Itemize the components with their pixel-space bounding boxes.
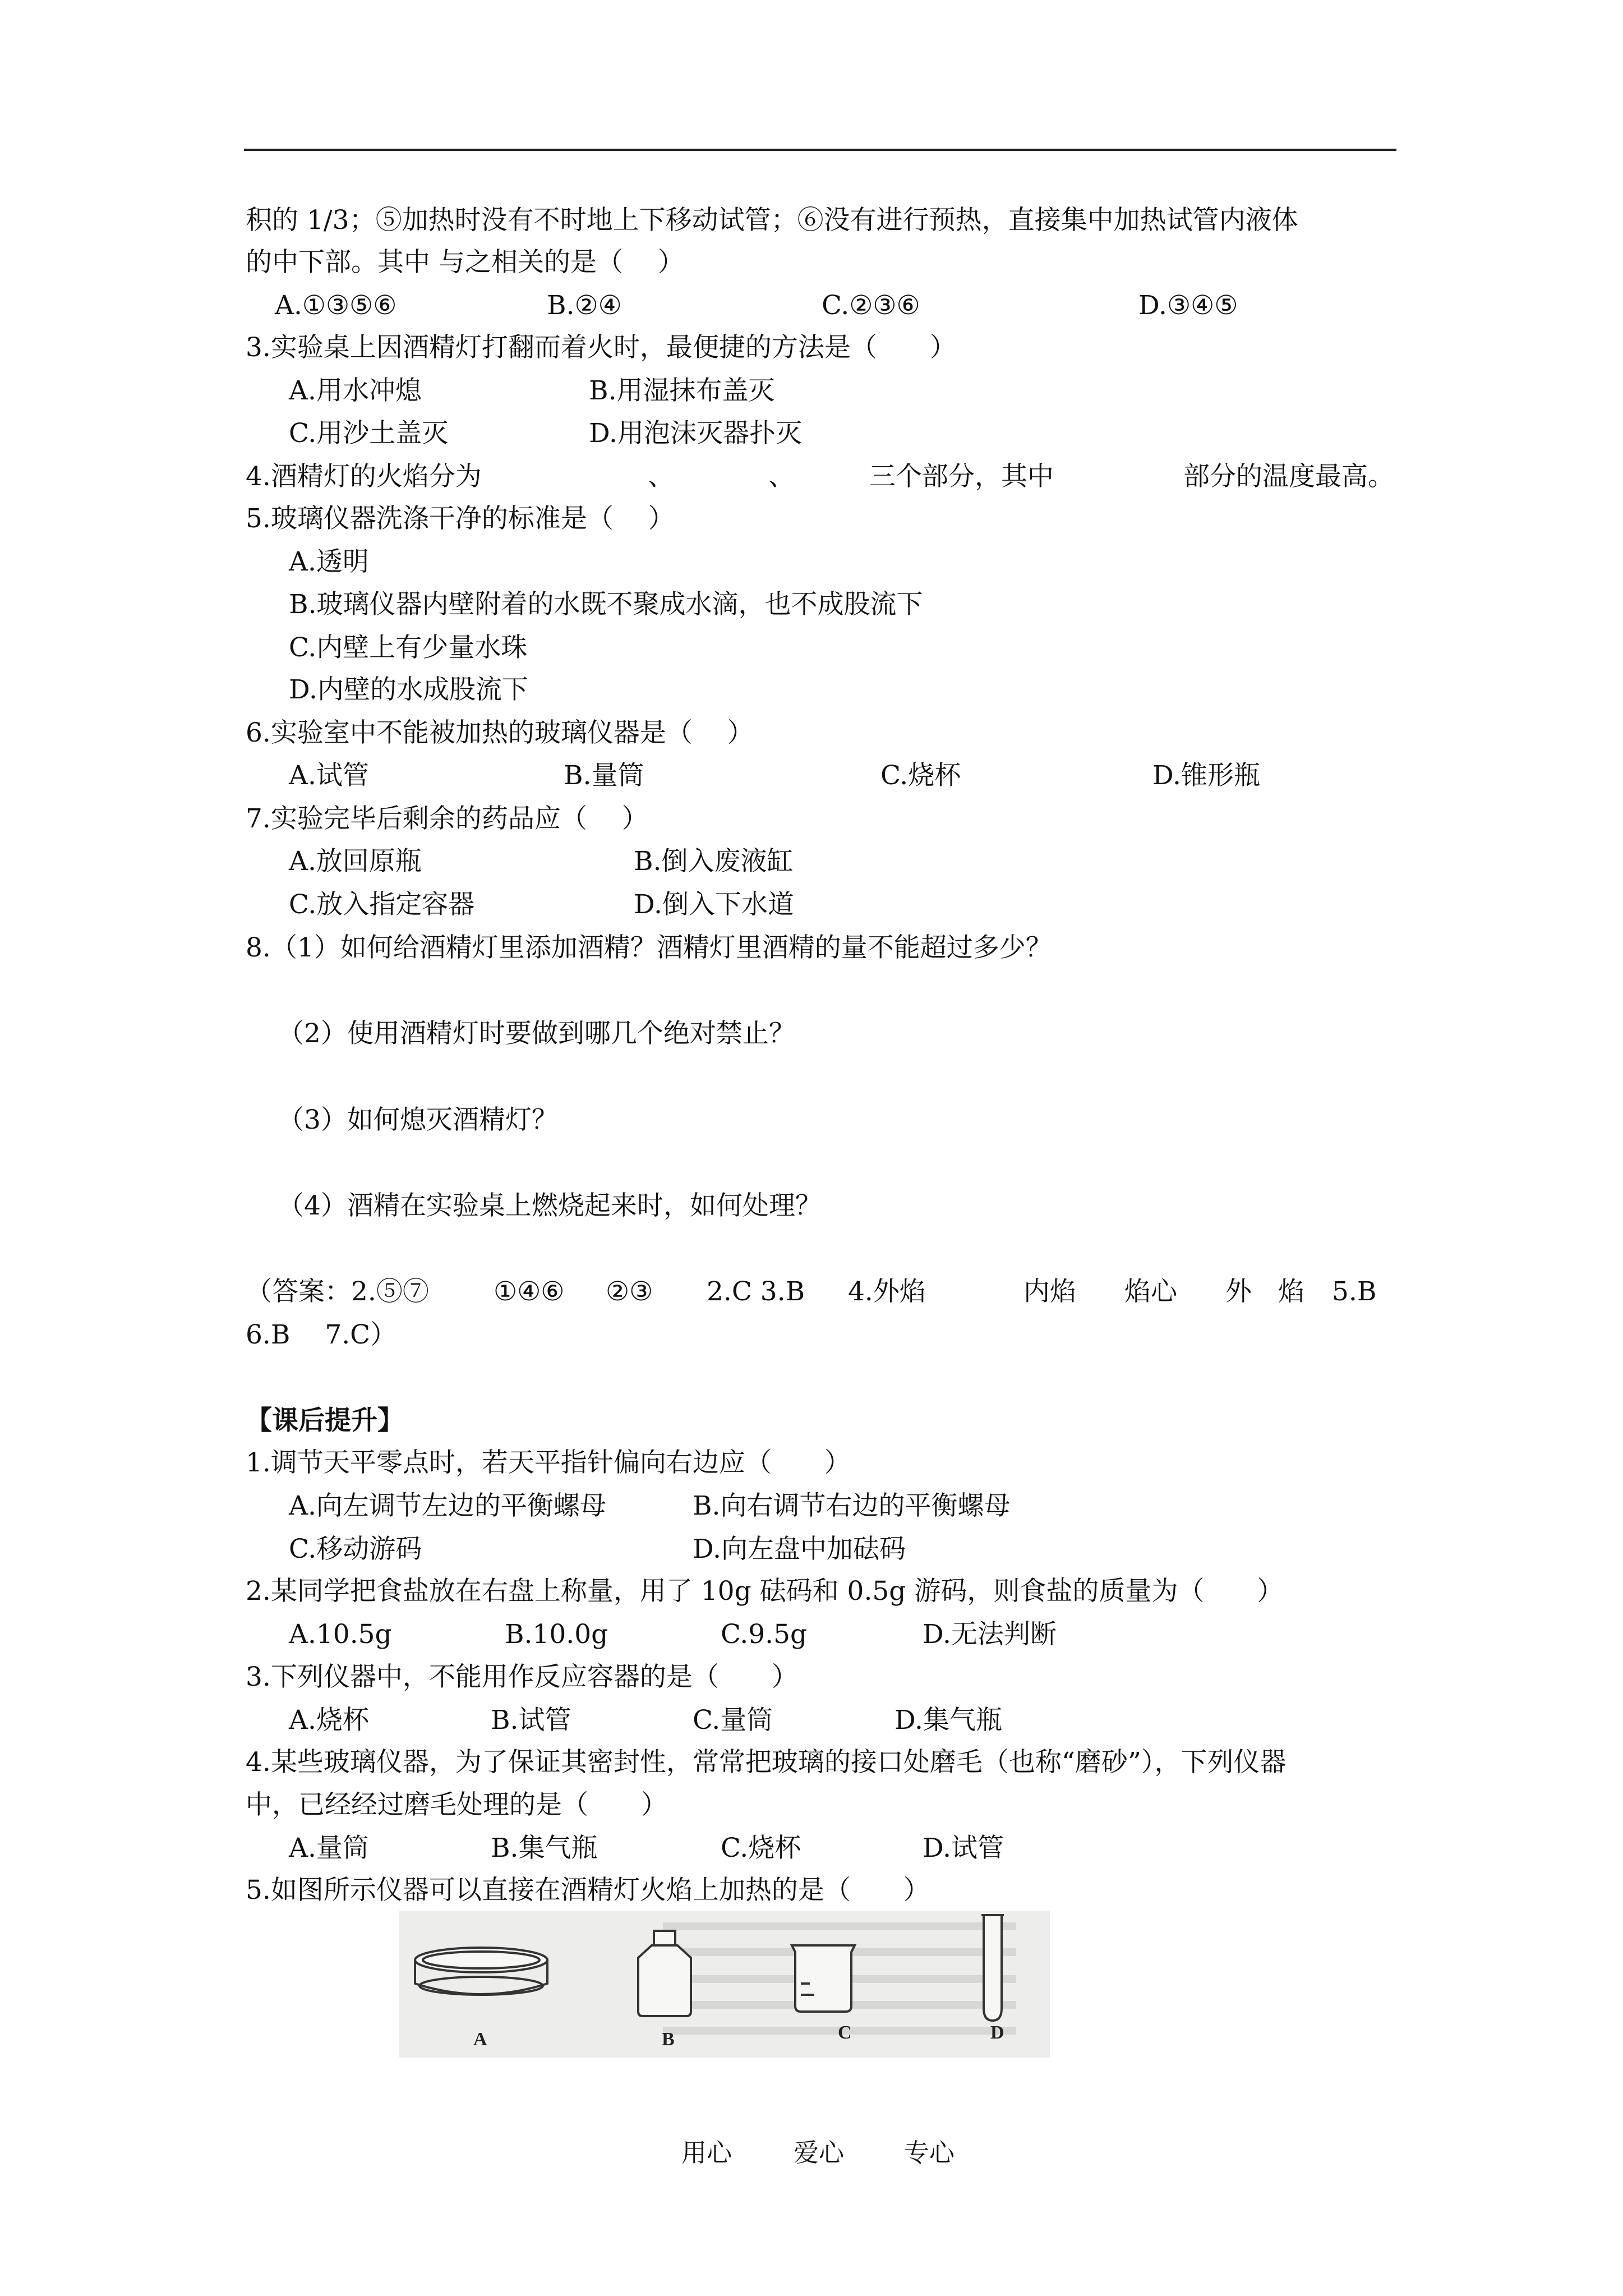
option: A.烧杯 bbox=[289, 1705, 369, 1736]
answer-part: 内焰 bbox=[1023, 1276, 1076, 1307]
fill-text: 三个部分，其中 bbox=[869, 461, 1054, 492]
option: D.③④⑤ bbox=[1138, 290, 1238, 321]
option: C.移动游码 bbox=[289, 1534, 422, 1565]
figure-label-d: D bbox=[990, 2022, 1004, 2043]
option: B.倒入废液缸 bbox=[634, 846, 794, 877]
option: A.①③⑤⑥ bbox=[275, 290, 397, 321]
option: D.用泡沫灭器扑灭 bbox=[589, 418, 802, 449]
question-5: 5.玻璃仪器洗涤干净的标准是（ ） bbox=[246, 503, 675, 534]
option: B.用湿抹布盖灭 bbox=[589, 375, 775, 406]
option: C.烧杯 bbox=[880, 760, 961, 791]
option: D.无法判断 bbox=[923, 1619, 1057, 1650]
footer-text: 用心 bbox=[681, 2138, 732, 2168]
option: B.集气瓶 bbox=[491, 1833, 598, 1864]
figure-label-c: C bbox=[838, 2022, 852, 2043]
figure-label-b: B bbox=[662, 2029, 675, 2050]
fill-text: 部分的温度最高。 bbox=[1183, 461, 1394, 492]
option: B.量筒 bbox=[564, 760, 644, 791]
question-p3: 3.下列仪器中，不能用作反应容器的是（ ） bbox=[246, 1662, 798, 1692]
answer-part: 外 焰 bbox=[1225, 1276, 1304, 1307]
section-heading: 【课后提升】 bbox=[246, 1405, 404, 1436]
question-p4: 中，已经经过磨毛处理的是（ ） bbox=[246, 1789, 667, 1820]
text-line: 积的 1/3；⑤加热时没有不时地上下移动试管；⑥没有进行预热，直接集中加热试管内液体 bbox=[246, 205, 1298, 236]
header-rule bbox=[244, 149, 1396, 151]
answer-part: 5.B bbox=[1332, 1276, 1377, 1307]
option: C.用沙土盖灭 bbox=[289, 418, 449, 449]
answer-part: ②③ bbox=[606, 1276, 653, 1307]
beaker-icon bbox=[792, 1945, 855, 2012]
option: A.量筒 bbox=[289, 1833, 369, 1864]
question-p1: 1.调节天平零点时，若天平指针偏向右边应（ ） bbox=[246, 1447, 851, 1478]
option: B.向右调节右边的平衡螺母 bbox=[693, 1490, 1011, 1521]
fill-text: 、 bbox=[648, 461, 674, 492]
bottle-icon bbox=[638, 1931, 691, 2016]
question-7: 7.实验完毕后剩余的药品应（ ） bbox=[246, 803, 648, 834]
question-3: 3.实验桌上因酒精灯打翻而着火时，最便捷的方法是（ ） bbox=[246, 332, 956, 363]
test-tube-icon bbox=[981, 1915, 1004, 2021]
question-4: 4.酒精灯的火焰分为 bbox=[246, 461, 482, 492]
answer-part: 焰心 bbox=[1124, 1276, 1177, 1307]
footer-text: 专心 bbox=[904, 2138, 955, 2168]
footer-text: 爱心 bbox=[794, 2138, 845, 2168]
question-8-part: （2）使用酒精灯时要做到哪几个绝对禁止？ bbox=[278, 1018, 795, 1049]
question-p5: 5.如图所示仪器可以直接在酒精灯火焰上加热的是（ ） bbox=[246, 1875, 930, 1906]
option: D.向左盘中加砝码 bbox=[693, 1534, 906, 1565]
answer-line: 6.B 7.C） bbox=[246, 1319, 397, 1350]
answer-line: （答案：2.⑤⑦ bbox=[246, 1276, 429, 1307]
option: C.量筒 bbox=[693, 1705, 773, 1736]
figure-label-a: A bbox=[473, 2029, 487, 2050]
option: B.10.0g bbox=[505, 1619, 608, 1650]
option: A.放回原瓶 bbox=[289, 846, 422, 877]
option: D.内壁的水成股流下 bbox=[289, 674, 528, 705]
question-8: 8.（1）如何给酒精灯里添加酒精？酒精灯里酒精的量不能超过多少？ bbox=[246, 932, 1052, 963]
option: C.②③⑥ bbox=[822, 290, 920, 321]
instruments-figure bbox=[399, 1911, 1050, 2058]
option: D.倒入下水道 bbox=[634, 889, 794, 920]
petri-dish-icon bbox=[415, 1948, 547, 1995]
option: A.透明 bbox=[289, 546, 369, 577]
option: A.用水冲熄 bbox=[289, 375, 422, 406]
option: A.10.5g bbox=[289, 1619, 392, 1650]
answer-part: 2.C 3.B bbox=[707, 1276, 805, 1307]
answer-part: 4.外焰 bbox=[848, 1276, 926, 1307]
text-line: 的中下部。其中 与之相关的是（ ） bbox=[246, 247, 684, 278]
question-6: 6.实验室中不能被加热的玻璃仪器是（ ） bbox=[246, 717, 754, 748]
option: D.集气瓶 bbox=[895, 1705, 1002, 1736]
option: B.试管 bbox=[491, 1705, 571, 1736]
option: A.向左调节左边的平衡螺母 bbox=[289, 1490, 606, 1521]
fill-text: 、 bbox=[768, 461, 795, 492]
option: B.玻璃仪器内壁附着的水既不聚成水滴，也不成股流下 bbox=[289, 589, 923, 620]
option: D.试管 bbox=[923, 1833, 1004, 1864]
question-8-part: （4）酒精在实验桌上燃烧起来时，如何处理？ bbox=[278, 1190, 822, 1221]
option: C.放入指定容器 bbox=[289, 889, 475, 920]
option: C.烧杯 bbox=[721, 1833, 801, 1864]
question-8-part: （3）如何熄灭酒精灯？ bbox=[278, 1105, 558, 1135]
option: D.锥形瓶 bbox=[1152, 760, 1260, 791]
option: A.试管 bbox=[289, 760, 369, 791]
question-p4: 4.某些玻璃仪器，为了保证其密封性，常常把玻璃的接口处磨毛（也称“磨砂”），下列仪器 bbox=[246, 1747, 1287, 1778]
question-p2: 2.某同学把食盐放在右盘上称量，用了 10g 砝码和 0.5g 游码，则食盐的质量为（ ） bbox=[246, 1576, 1284, 1607]
option: B.②④ bbox=[547, 290, 622, 321]
answer-part: ①④⑥ bbox=[494, 1276, 565, 1307]
option: C.9.5g bbox=[721, 1619, 808, 1650]
option: C.内壁上有少量水珠 bbox=[289, 632, 528, 663]
